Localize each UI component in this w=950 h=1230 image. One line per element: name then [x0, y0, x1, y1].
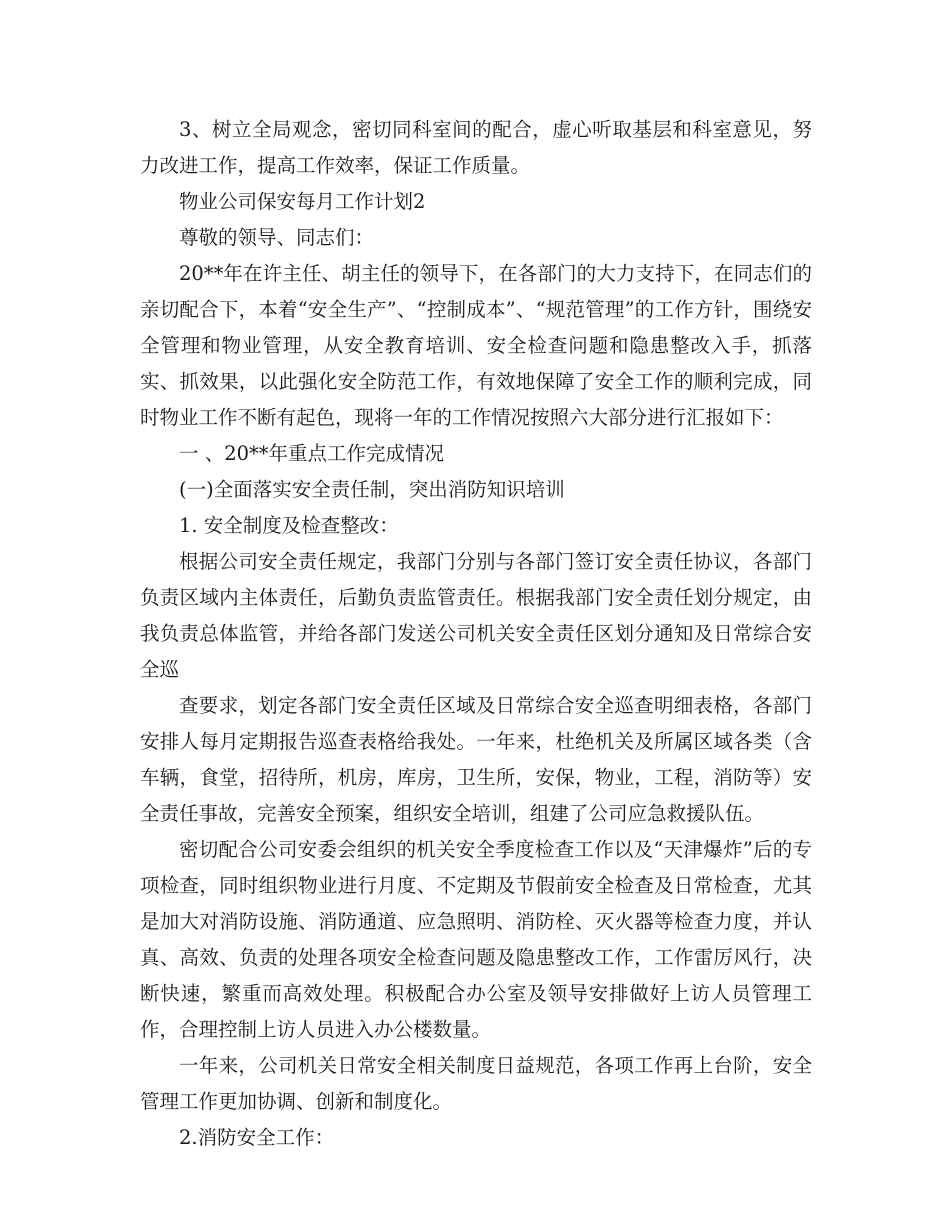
paragraph-cooperation-inspection: 密切配合公司安委会组织的机关安全季度检查工作以及“天津爆炸”后的专项检查，同时组织物业进行月度、不定期及节假前安全检查及日常检查，尤其是加大对消防设施、消防通道、应急照明、消防栓、灭火器等检查力度，并认真、高效、负责的处理各项安全检查问题及隐患整改工作，工作雷厉风行，决断快速，繁重而高效处理。积极配合办公室及领导安排做好上访人员管理工作，合理控制上访人员进入办公楼数量。 [140, 838, 812, 1041]
item-heading-safety-system: 1. 安全制度及检查整改： [179, 514, 399, 537]
document-body [140, 112, 812, 1156]
paragraph-year-summary: 一年来，公司机关日常安全相关制度日益规范，各项工作再上台阶，安全管理工作更加协调、创新和制度化。 [140, 1054, 812, 1113]
heading-key-work: 一 、20**年重点工作完成情况 [179, 442, 445, 465]
subheading-safety-responsibility: (一)全面落实安全责任制，突出消防知识培训 [179, 478, 565, 501]
paragraph-inspection-requirements: 查要求，划定各部门安全责任区域及日常综合安全巡查明细表格，各部门安排人每月定期报告巡查表格给我处。一年来，杜绝机关及所属区域各类（含车辆，食堂，招待所，机房，库房，卫生所，安保，物业，工程，消防等）安全责任事故，完善安全预案，组织安全培训，组建了公司应急救援队伍。 [140, 694, 812, 825]
paragraph-responsibility-rules: 根据公司安全责任规定，我部门分别与各部门签订安全责任协议，各部门负责区域内主体责任，后勤负责监管责任。根据我部门安全责任划分规定，由我负责总体监管，并给各部门发送公司机关安全责任区划分通知及日常综合安全巡 [140, 550, 812, 681]
salutation: 尊敬的领导、同志们： [179, 226, 375, 249]
section-title-plan-2: 物业公司保安每月工作计划2 [179, 190, 426, 213]
paragraph-improve-work: 3、树立全局观念，密切同科室间的配合，虚心听取基层和科室意见，努力改进工作，提高工作效率，保证工作质量。 [140, 118, 812, 177]
paragraph-intro: 20**年在许主任、胡主任的领导下，在各部门的大力支持下，在同志们的亲切配合下，本着“安全生产”、“控制成本”、“规范管理”的工作方针，围绕安全管理和物业管理，从安全教育培训、安全检查问题和隐患整改入手，抓落实、抓效果，以此强化安全防范工作，有效地保障了安全工作的顺利完成，同时物业工作不断有起色，现将一年的工作情况按照六大部分进行汇报如下： [140, 262, 812, 429]
item-heading-fire-safety: 2.消防安全工作： [179, 1126, 335, 1149]
